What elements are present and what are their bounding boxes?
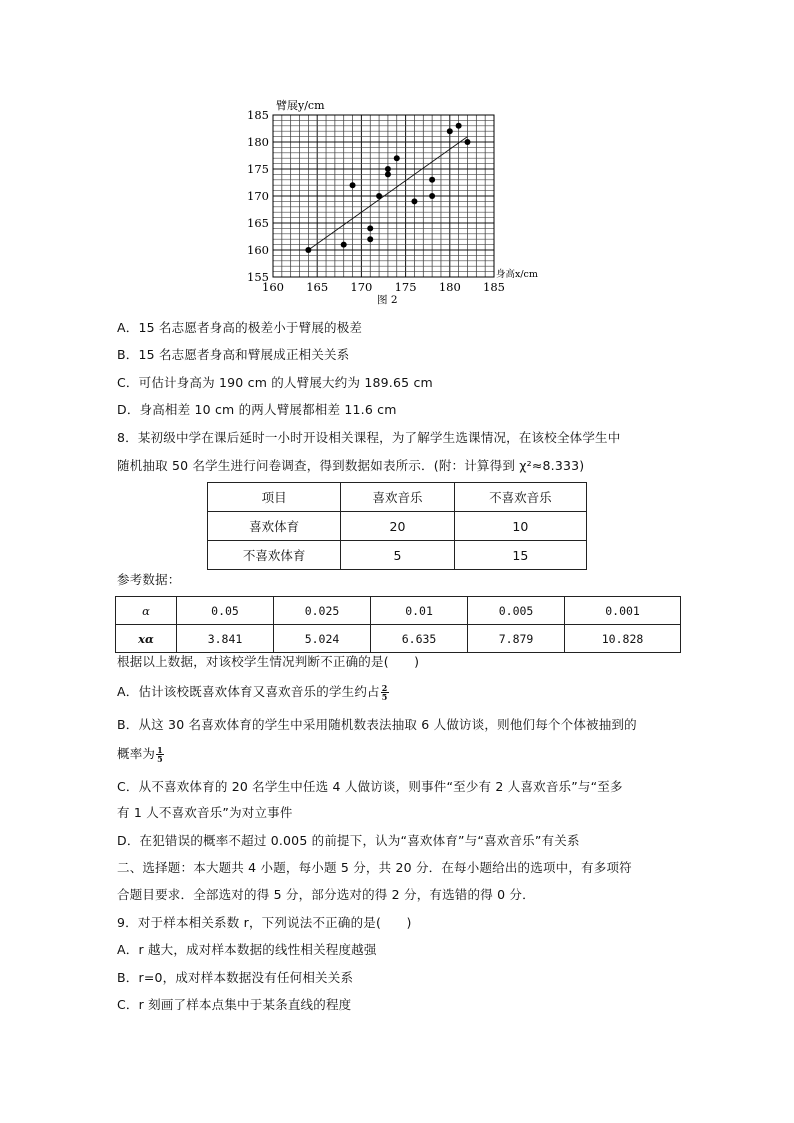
data-point xyxy=(429,193,435,199)
alpha-cell: 0.001 xyxy=(565,597,681,625)
data-point xyxy=(464,139,470,145)
table-header-row xyxy=(208,483,587,512)
alpha-row xyxy=(116,597,681,625)
section-2-heading-line2: 合题目要求．全部选对的得 5 分，部分选对的得 2 分，有选错的得 0 分． xyxy=(117,887,535,902)
critical-value-cell: 5.024 xyxy=(274,625,371,653)
y-tick-label: 155 xyxy=(247,270,269,284)
q9-option-c: C．r 刻画了样本点集中于某条直线的程度 xyxy=(117,997,352,1012)
data-point xyxy=(411,198,417,204)
data-point xyxy=(394,155,400,161)
scatter-chart xyxy=(240,95,540,310)
data-point xyxy=(385,171,391,177)
critical-value-cell: 3.841 xyxy=(177,625,274,653)
q8-option-a xyxy=(117,684,389,701)
alpha-cell: 0.005 xyxy=(468,597,565,625)
fraction-denominator: 5 xyxy=(381,692,388,702)
data-point xyxy=(385,166,391,172)
y-tick-label: 165 xyxy=(247,216,269,230)
y-tick-label: 180 xyxy=(247,135,269,149)
q8-option-b-line1: B．从这 30 名喜欢体育的学生中采用随机数表法抽取 6 人做访谈，则他们每个个体被抽到的 xyxy=(117,717,637,732)
x-tick-label: 160 xyxy=(262,280,284,294)
fraction xyxy=(156,746,164,763)
contingency-table xyxy=(207,482,587,570)
q8-question: 根据以上数据，对该校学生情况判断不正确的是( ) xyxy=(117,654,420,669)
section-2-heading-line1: 二、选择题：本大题共 4 小题，每小题 5 分，共 20 分．在每小题给出的选项中，有多项符 xyxy=(117,860,632,875)
ref-data-label: 参考数据： xyxy=(117,572,181,587)
x-tick-label: 165 xyxy=(306,280,329,294)
q8-option-d: D．在犯错误的概率不超过 0.005 的前提下，认为“喜欢体育”与“喜欢音乐”有关系 xyxy=(117,833,580,848)
q7-option-b: B．15 名志愿者身高和臂展成正相关关系 xyxy=(117,347,350,362)
y-tick-label: 175 xyxy=(247,162,269,176)
q9-option-a: A．r 越大，成对样本数据的线性相关程度越强 xyxy=(117,942,377,957)
table-cell: 喜欢体育 xyxy=(208,512,341,541)
q9-option-b: B．r=0，成对样本数据没有任何相关关系 xyxy=(117,970,354,985)
table-cell: 5 xyxy=(341,541,454,570)
table-header: 不喜欢音乐 xyxy=(454,483,586,512)
scatter-plot-svg xyxy=(240,95,540,310)
chi-square-reference-table xyxy=(115,596,681,653)
x-tick-label: 170 xyxy=(350,280,373,294)
critical-value-row xyxy=(116,625,681,653)
critical-value-cell: 7.879 xyxy=(468,625,565,653)
q8-stem-line2: 随机抽取 50 名学生进行问卷调查，得到数据如表所示．(附：计算得到 χ²≈8.333) xyxy=(117,458,585,473)
critical-value-cell: 6.635 xyxy=(371,625,468,653)
q8-option-b-line2 xyxy=(117,746,164,763)
alpha-cell: 0.05 xyxy=(177,597,274,625)
q8-stem-line1: 8．某初级中学在课后延时一小时开设相关课程，为了解学生选课情况，在该校全体学生中 xyxy=(117,430,621,445)
x-axis-label: 身高x/cm xyxy=(496,269,538,280)
y-tick-label: 185 xyxy=(247,108,269,122)
q9-stem: 9．对于样本相关系数 r，下列说法不正确的是( ) xyxy=(117,915,412,930)
data-point xyxy=(376,193,382,199)
alpha-cell: 0.01 xyxy=(371,597,468,625)
q7-option-d: D．身高相差 10 cm 的两人臂展都相差 11.6 cm xyxy=(117,402,397,417)
data-point xyxy=(447,128,453,134)
q7-option-c: C．可估计身高为 190 cm 的人臂展大约为 189.65 cm xyxy=(117,375,433,390)
data-point xyxy=(429,177,435,183)
table-cell: 10 xyxy=(454,512,586,541)
x-tick-label: 185 xyxy=(483,280,505,294)
y-axis-label: 臂展y/cm xyxy=(276,99,325,112)
data-point xyxy=(456,123,462,129)
table-cell: 不喜欢体育 xyxy=(208,541,341,570)
table-header: 项目 xyxy=(208,483,341,512)
figure-caption: 图 2 xyxy=(377,294,398,306)
critical-value-label: xα xyxy=(116,625,177,653)
table-header: 喜欢音乐 xyxy=(341,483,454,512)
y-tick-label: 170 xyxy=(247,189,269,203)
x-tick-label: 180 xyxy=(438,280,461,294)
data-point xyxy=(350,182,356,188)
q8-option-b-text: 概率为 xyxy=(117,746,156,761)
fraction-numerator: 2 xyxy=(381,683,388,693)
table-cell: 20 xyxy=(341,512,454,541)
q8-option-c-line1: C．从不喜欢体育的 20 名学生中任选 4 人做访谈，则事件“至少有 2 人喜欢音乐”与“至多 xyxy=(117,779,623,794)
table-cell: 15 xyxy=(454,541,586,570)
data-point xyxy=(341,242,347,248)
data-point xyxy=(367,236,373,242)
fraction xyxy=(381,684,389,701)
table-row xyxy=(208,512,587,541)
q7-option-a: A．15 名志愿者身高的极差小于臂展的极差 xyxy=(117,320,363,335)
critical-value-cell: 10.828 xyxy=(565,625,681,653)
data-point xyxy=(367,225,373,231)
alpha-label: α xyxy=(116,597,177,625)
q8-option-c-line2: 有 1 人不喜欢音乐”为对立事件 xyxy=(117,805,293,820)
x-tick-label: 175 xyxy=(394,280,417,294)
fraction-numerator: 1 xyxy=(157,745,163,755)
alpha-cell: 0.025 xyxy=(274,597,371,625)
y-tick-label: 160 xyxy=(247,243,269,257)
q8-option-a-text: A．估计该校既喜欢体育又喜欢音乐的学生约占 xyxy=(117,684,380,699)
table-row xyxy=(208,541,587,570)
fraction-denominator: 5 xyxy=(157,754,163,764)
data-point xyxy=(305,247,311,253)
